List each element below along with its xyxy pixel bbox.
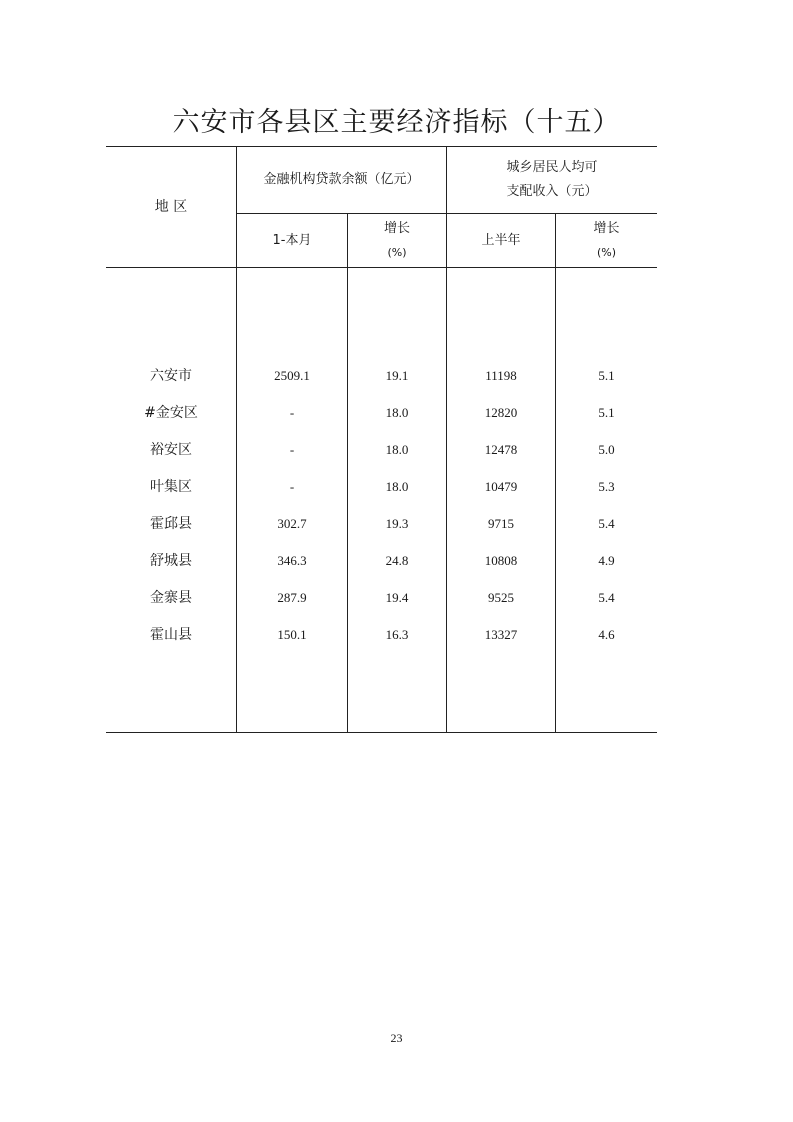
row-loans: 302.7	[277, 516, 307, 531]
row-loans-growth: 18.0	[385, 442, 409, 457]
header-loans-label: 金融机构贷款余额（亿元）	[263, 171, 420, 187]
header-loans-growth-label: 增长	[383, 220, 410, 236]
row-income: 10808	[484, 553, 518, 568]
row-region: 舒城县	[150, 553, 192, 569]
row-income: 9525	[488, 590, 514, 605]
row-region: 霍邱县	[150, 516, 192, 532]
row-income-growth: 4.9	[598, 553, 615, 568]
row-region: 裕安区	[150, 442, 192, 458]
row-income-growth: 5.1	[598, 368, 615, 383]
header-region-label: 地 区	[154, 198, 188, 215]
row-income: 12478	[484, 442, 518, 457]
header-income-growth-label: 增长	[593, 220, 620, 236]
header-region	[106, 146, 236, 267]
row-loans: 287.9	[277, 590, 307, 605]
row-income-growth: 5.4	[598, 590, 615, 605]
row-income-growth: 4.6	[598, 627, 615, 642]
row-income: 12820	[484, 405, 518, 420]
row-loans: -	[289, 479, 295, 494]
row-income-growth: 5.0	[598, 442, 615, 457]
header-income-growth	[556, 214, 657, 267]
row-region: 六安市	[150, 368, 192, 384]
header-loans-growth-unit: (%)	[387, 245, 407, 259]
row-region: 霍山县	[150, 627, 192, 643]
row-region: 叶集区	[150, 479, 192, 495]
header-loans-month	[237, 214, 347, 267]
row-income-growth: 5.1	[598, 405, 615, 420]
table-bottom-rule	[106, 732, 657, 733]
header-income-half-label: 上半年	[481, 232, 521, 248]
row-loans: 150.1	[277, 627, 307, 642]
col-divider-income-sub	[555, 213, 556, 733]
header-income-line2: 支配收入（元）	[506, 183, 598, 199]
header-income-line1: 城乡居民人均可	[506, 159, 598, 175]
header-loans-growth	[348, 214, 446, 267]
row-region: 金寨县	[150, 590, 192, 606]
row-loans-growth: 16.3	[385, 627, 409, 642]
row-income: 10479	[484, 479, 518, 494]
header-income-half	[447, 214, 555, 267]
header-loans	[237, 146, 446, 213]
row-loans: -	[289, 405, 295, 420]
row-loans-growth: 19.3	[385, 516, 409, 531]
page-number: 23	[390, 1031, 403, 1045]
row-loans-growth: 19.4	[385, 590, 409, 605]
row-loans: 2509.1	[274, 368, 310, 383]
row-income-growth: 5.3	[598, 479, 615, 494]
economic-indicators-table	[106, 146, 657, 733]
row-loans-growth: 18.0	[385, 479, 409, 494]
row-loans-growth: 19.1	[385, 368, 409, 383]
row-income: 9715	[488, 516, 514, 531]
header-income	[447, 146, 657, 213]
header-loans-month-label: 1-本月	[272, 232, 312, 248]
row-loans-growth: 24.8	[385, 553, 409, 568]
header-bottom-rule	[106, 267, 657, 268]
row-income: 13327	[484, 627, 518, 642]
row-region: #金安区	[144, 405, 198, 421]
row-loans: -	[289, 442, 295, 457]
row-loans-growth: 18.0	[385, 405, 409, 420]
row-income-growth: 5.4	[598, 516, 615, 531]
col-divider-loans	[347, 213, 348, 733]
row-loans: 346.3	[277, 553, 307, 568]
page-title: 六安市各县区主要经济指标（十五）	[172, 107, 621, 138]
header-income-growth-unit: (%)	[596, 245, 617, 259]
row-income: 11198	[485, 368, 517, 383]
